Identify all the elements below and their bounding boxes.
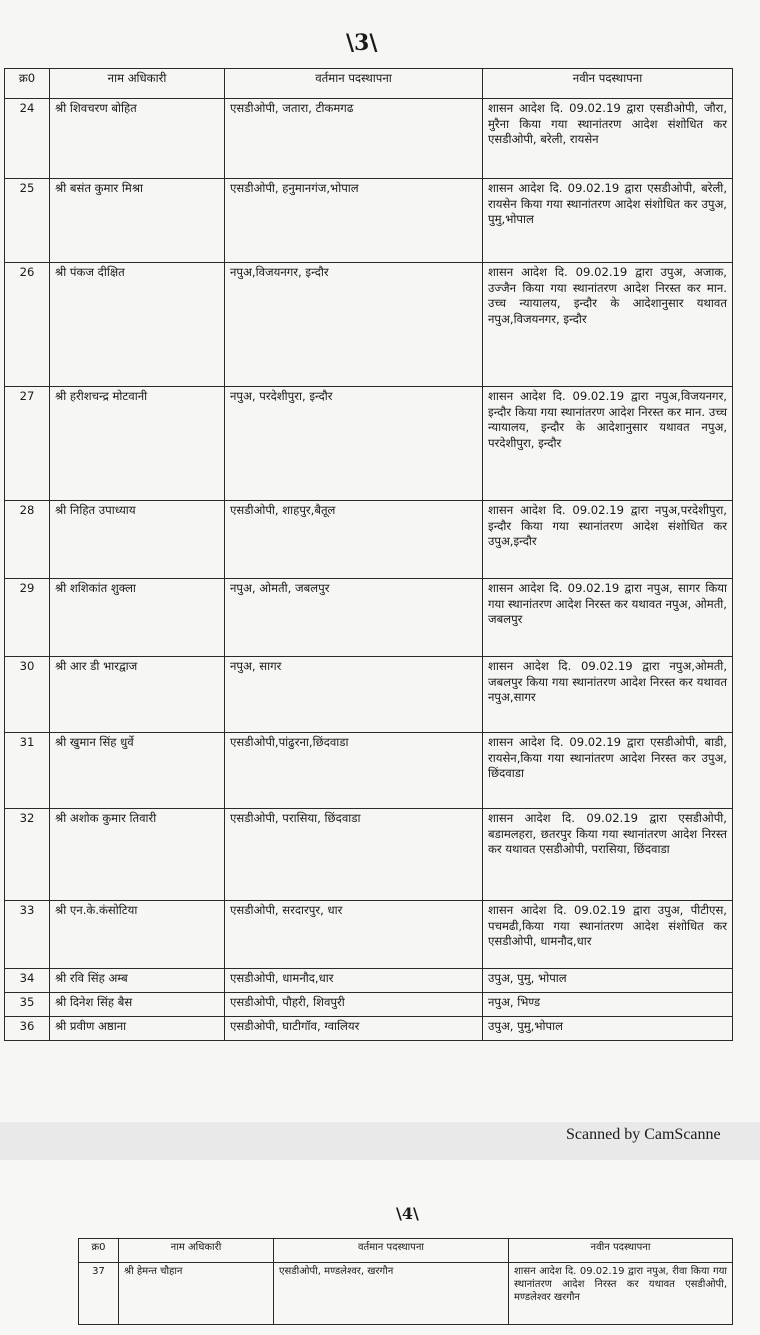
table-row	[5, 809, 733, 901]
new-posting-cell: नपुअ, भिण्ड	[483, 993, 733, 1017]
serial-number-cell: 32	[5, 809, 50, 901]
current-posting-cell: नपुअ,विजयनगर, इन्दौर	[225, 263, 483, 387]
table-row	[5, 579, 733, 657]
officer-name-cell: श्री प्रवीण अष्ठाना	[50, 1017, 225, 1041]
new-posting-cell: शासन आदेश दि. 09.02.19 द्वारा एसडीओपी, जौरा, मुरैना किया गया स्थानांतरण आदेश संशोधित कर एसडीओपी, बरेली, रायसेन	[483, 99, 733, 179]
new-posting-cell: शासन आदेश दि. 09.02.19 द्वारा एसडीओपी, बाडी, रायसेन,किया गया स्थानांतरण आदेश निरस्त कर उपुअ, छिंदवाडा	[483, 733, 733, 809]
serial-number-cell: 27	[5, 387, 50, 501]
new-posting-cell: शासन आदेश दि. 09.02.19 द्वारा एसडीओपी, बडामलहरा, छतरपुर किया गया स्थानांतरण आदेश निरस्त कर यथावत एसडीओपी, परासिया, छिंदवाडा	[483, 809, 733, 901]
header-serial: क्र0	[5, 69, 50, 99]
new-posting-cell: शासन आदेश दि. 09.02.19 द्वारा उपुअ, पीटीएस, पचमढी,किया गया स्थानांतरण आदेश संशोधित कर एसडीओपी, धामनौद,धार	[483, 901, 733, 969]
officer-name-cell: श्री रवि सिंह अम्ब	[50, 969, 225, 993]
scanner-watermark: Scanned by CamScanne	[566, 1126, 721, 1143]
officer-name-cell: श्री निहित उपाध्याय	[50, 501, 225, 579]
header-current-posting: वर्तमान पदस्थापना	[225, 69, 483, 99]
current-posting-cell: नपुअ, सागर	[225, 657, 483, 733]
current-posting-cell: एसडीओपी, हनुमानगंज,भोपाल	[225, 179, 483, 263]
current-posting-cell: नपुअ, परदेशीपुरा, इन्दौर	[225, 387, 483, 501]
new-posting-cell: शासन आदेश दि. 09.02.19 द्वारा एसडीओपी, बरेली, रायसेन किया गया स्थानांतरण आदेश संशोधित कर उपुअ, पुमु,भोपाल	[483, 179, 733, 263]
officer-name-cell: श्री शिवचरण बोहित	[50, 99, 225, 179]
officer-name-cell: श्री अशोक कुमार तिवारी	[50, 809, 225, 901]
page-number: \3\	[346, 30, 378, 56]
header-officer-name: नाम अधिकारी	[50, 69, 225, 99]
table-row	[5, 901, 733, 969]
table-row	[5, 179, 733, 263]
table-row	[5, 501, 733, 579]
transfer-table	[78, 1238, 733, 1325]
serial-number-cell: 29	[5, 579, 50, 657]
officer-name-cell: श्री दिनेश सिंह बैस	[50, 993, 225, 1017]
officer-name-cell: श्री बसंत कुमार मिश्रा	[50, 179, 225, 263]
officer-name-cell: श्री खुमान सिंह धुर्वे	[50, 733, 225, 809]
table-row	[5, 387, 733, 501]
serial-number-cell: 37	[79, 1263, 119, 1325]
table-row	[5, 1017, 733, 1041]
table-header-row	[79, 1239, 733, 1263]
serial-number-cell: 25	[5, 179, 50, 263]
current-posting-cell: नपुअ, ओमती, जबलपुर	[225, 579, 483, 657]
new-posting-cell: शासन आदेश दि. 09.02.19 द्वारा नपुअ,परदेशीपुरा, इन्दौर किया गया स्थानांतरण आदेश संशोधित कर उपुअ,इन्दौर	[483, 501, 733, 579]
current-posting-cell: एसडीओपी, पौहरी, शिवपुरी	[225, 993, 483, 1017]
header-officer-name: नाम अधिकारी	[119, 1239, 274, 1263]
officer-name-cell: श्री हेमन्त चौहान	[119, 1263, 274, 1325]
current-posting-cell: एसडीओपी, जतारा, टीकमगढ	[225, 99, 483, 179]
table-row	[5, 969, 733, 993]
officer-name-cell: श्री एन.के.कंसोटिया	[50, 901, 225, 969]
officer-name-cell: श्री शशिकांत शुक्ला	[50, 579, 225, 657]
table-row	[5, 99, 733, 179]
serial-number-cell: 33	[5, 901, 50, 969]
serial-number-cell: 36	[5, 1017, 50, 1041]
transfer-table	[4, 68, 733, 1041]
page-number: \4\	[396, 1204, 419, 1223]
table-row	[5, 263, 733, 387]
header-serial: क्र0	[79, 1239, 119, 1263]
new-posting-cell: शासन आदेश दि. 09.02.19 द्वारा नपुअ,विजयनगर, इन्दौर किया गया स्थानांतरण आदेश निरस्त कर मान. उच्च न्यायालय, इन्दौर के आदेशानुसार यथावत नपुअ, परदेशीपुरा, इन्दौर	[483, 387, 733, 501]
table-header-row	[5, 69, 733, 99]
current-posting-cell: एसडीओपी, सरदारपुर, धार	[225, 901, 483, 969]
current-posting-cell: एसडीओपी, घाटीगॉव, ग्वालियर	[225, 1017, 483, 1041]
scanned-page-4	[0, 1160, 760, 1335]
new-posting-cell: शासन आदेश दि. 09.02.19 द्वारा नपुअ, सागर किया गया स्थानांतरण आदेश निरस्त कर यथावत नपुअ, ओमती, जबलपुर	[483, 579, 733, 657]
current-posting-cell: एसडीओपी, मण्डलेश्वर, खरगौन	[274, 1263, 509, 1325]
current-posting-cell: एसडीओपी, धामनौद,धार	[225, 969, 483, 993]
header-new-posting: नवीन पदस्थापना	[509, 1239, 733, 1263]
serial-number-cell: 30	[5, 657, 50, 733]
current-posting-cell: एसडीओपी,पांढुरना,छिंदवाडा	[225, 733, 483, 809]
serial-number-cell: 26	[5, 263, 50, 387]
table-row	[79, 1263, 733, 1325]
new-posting-cell: उपुअ, पुमु, भोपाल	[483, 969, 733, 993]
serial-number-cell: 34	[5, 969, 50, 993]
table-row	[5, 657, 733, 733]
new-posting-cell: उपुअ, पुमु,भोपाल	[483, 1017, 733, 1041]
officer-name-cell: श्री हरीशचन्द्र मोटवानी	[50, 387, 225, 501]
new-posting-cell: शासन आदेश दि. 09.02.19 द्वारा नपुअ, रीवा किया गया स्थानांतरण आदेश निरस्त कर यथावत एसडीओपी, मण्डलेश्वर खरगौन	[509, 1263, 733, 1325]
officer-name-cell: श्री पंकज दीक्षित	[50, 263, 225, 387]
current-posting-cell: एसडीओपी, परासिया, छिंदवाडा	[225, 809, 483, 901]
serial-number-cell: 28	[5, 501, 50, 579]
new-posting-cell: शासन आदेश दि. 09.02.19 द्वारा नपुअ,ओमती, जबलपुर किया गया स्थानांतरण आदेश निरस्त कर यथावत नपुअ,सागर	[483, 657, 733, 733]
table-row	[5, 733, 733, 809]
table-row	[5, 993, 733, 1017]
serial-number-cell: 31	[5, 733, 50, 809]
header-current-posting: वर्तमान पदस्थापना	[274, 1239, 509, 1263]
serial-number-cell: 24	[5, 99, 50, 179]
current-posting-cell: एसडीओपी, शाहपुर,बैतूल	[225, 501, 483, 579]
officer-name-cell: श्री आर डी भारद्वाज	[50, 657, 225, 733]
header-new-posting: नवीन पदस्थापना	[483, 69, 733, 99]
new-posting-cell: शासन आदेश दि. 09.02.19 द्वारा उपुअ, अजाक, उज्जैन किया गया स्थानांतरण आदेश निरस्त कर मान. उच्च न्यायालय, इन्दौर के आदेशानुसार यथावत नपुअ,विजयनगर, इन्दौर	[483, 263, 733, 387]
serial-number-cell: 35	[5, 993, 50, 1017]
